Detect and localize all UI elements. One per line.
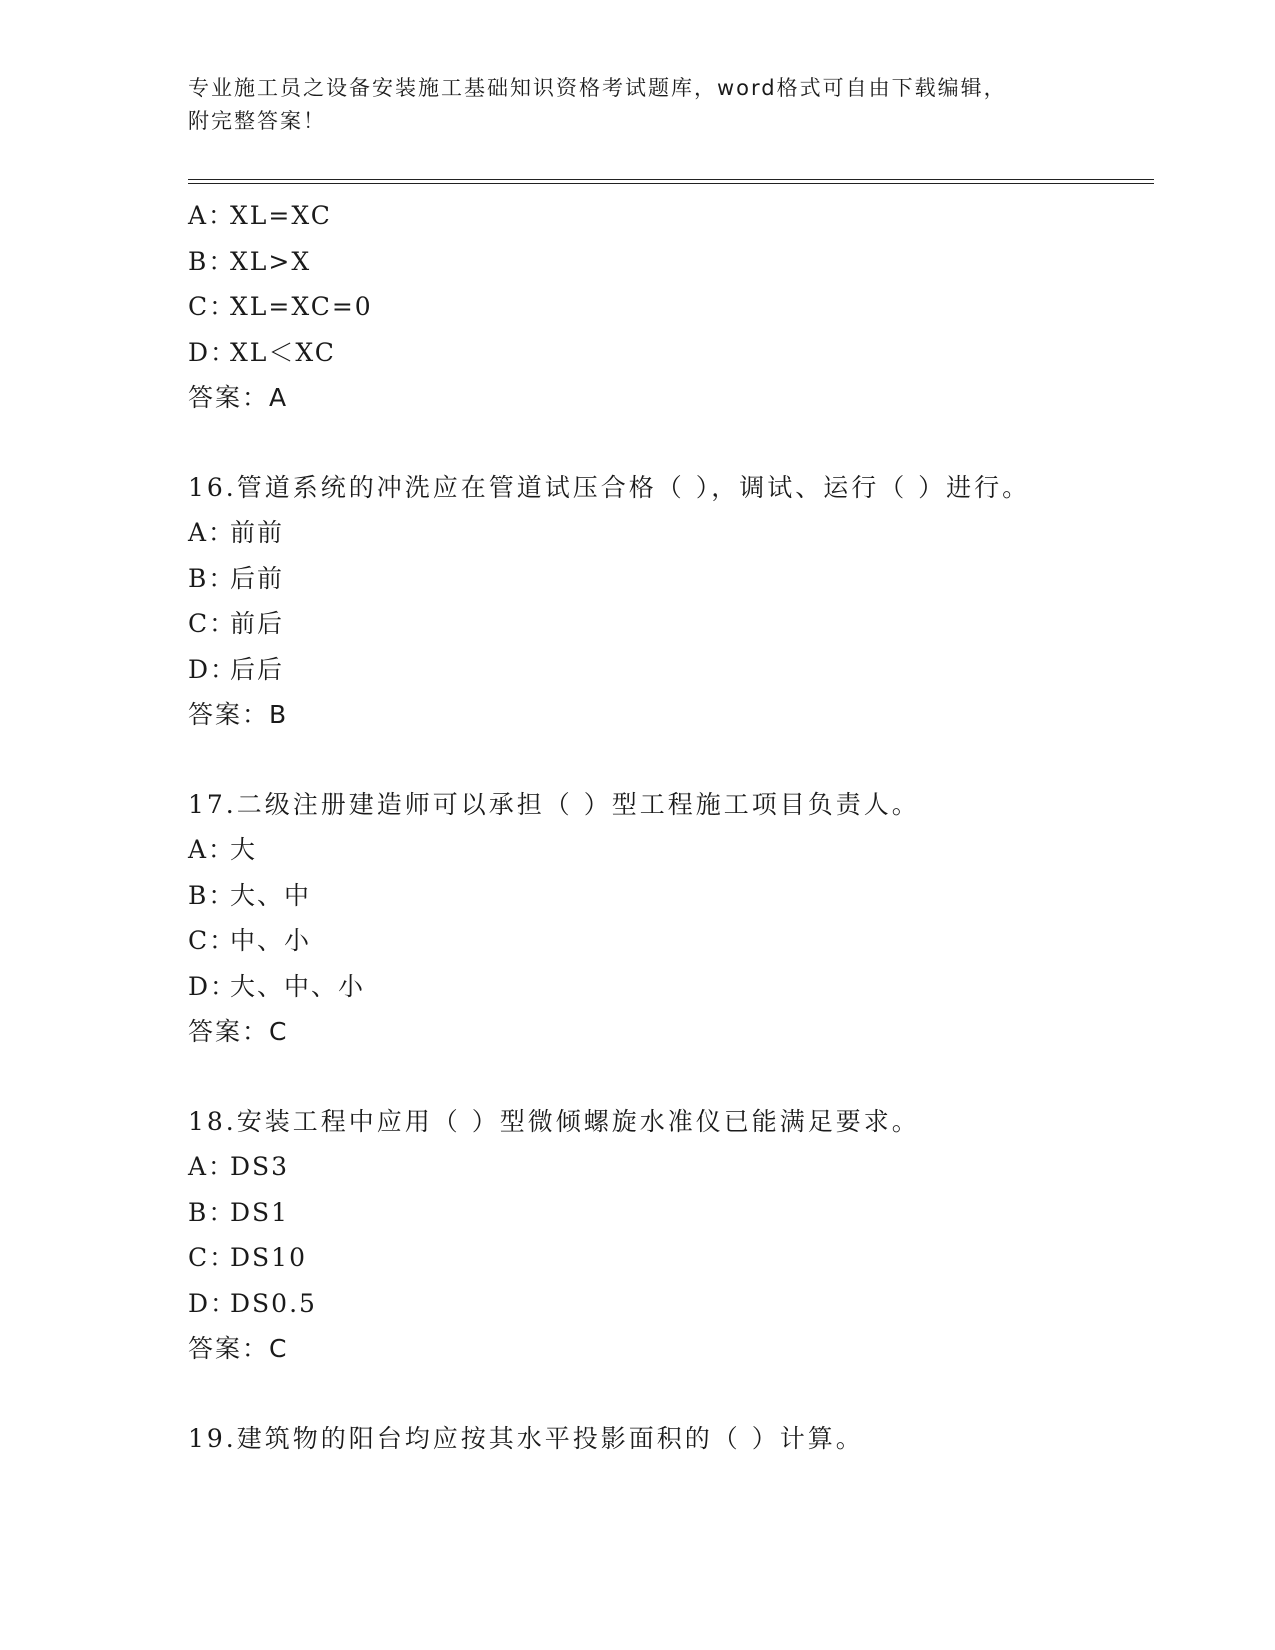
question-block-19 <box>188 1416 1168 1462</box>
question-text: 18.安装工程中应用（ ）型微倾螺旋水准仪已能满足要求。 <box>188 1106 920 1136</box>
question-text: 19.建筑物的阳台均应按其水平投影面积的（ ）计算。 <box>188 1423 864 1453</box>
option-b: B：DS1 <box>188 1197 290 1227</box>
option-b: B：大、中 <box>188 880 312 910</box>
option-d: D：后后 <box>188 654 285 684</box>
option-d: D：DS0.5 <box>188 1288 317 1318</box>
question-text: 17.二级注册建造师可以承担（ ）型工程施工项目负责人。 <box>188 789 920 819</box>
option-c: C：DS10 <box>188 1243 307 1272</box>
option-d: D：大、中、小 <box>188 971 366 1001</box>
option-a: A：大 <box>188 835 258 864</box>
header-divider-bottom <box>188 183 1154 184</box>
answer: 答案：B <box>188 700 289 729</box>
question-block-15 <box>188 193 1168 421</box>
answer: 答案：C <box>188 1334 289 1363</box>
question-text: 16.管道系统的冲洗应在管道试压合格（ ），调试、运行（ ）进行。 <box>188 472 1031 502</box>
option-a: A：DS3 <box>188 1152 290 1181</box>
answer: 答案：A <box>188 383 289 412</box>
option-b: B：后前 <box>188 563 285 593</box>
question-block-18 <box>188 1099 1168 1372</box>
answer: 答案：C <box>188 1017 289 1046</box>
option-a: A：前前 <box>188 518 285 547</box>
option-a: A：XL=XC <box>188 201 332 230</box>
header-line-1: 专业施工员之设备安装施工基础知识资格考试题库，word格式可自由下载编辑， <box>188 76 1007 100</box>
option-c: C：XL=XC=0 <box>188 292 373 321</box>
header-line-2: 附完整答案！ <box>188 109 326 133</box>
document-header <box>188 72 1088 138</box>
option-b: B：XL>X <box>188 246 312 276</box>
question-block-16 <box>188 465 1168 738</box>
option-c: C：前后 <box>188 609 285 638</box>
question-list <box>188 193 1168 1461</box>
header-divider-top <box>188 179 1154 180</box>
option-c: C：中、小 <box>188 926 312 955</box>
question-block-17 <box>188 782 1168 1055</box>
option-d: D：XL＜XC <box>188 337 336 367</box>
